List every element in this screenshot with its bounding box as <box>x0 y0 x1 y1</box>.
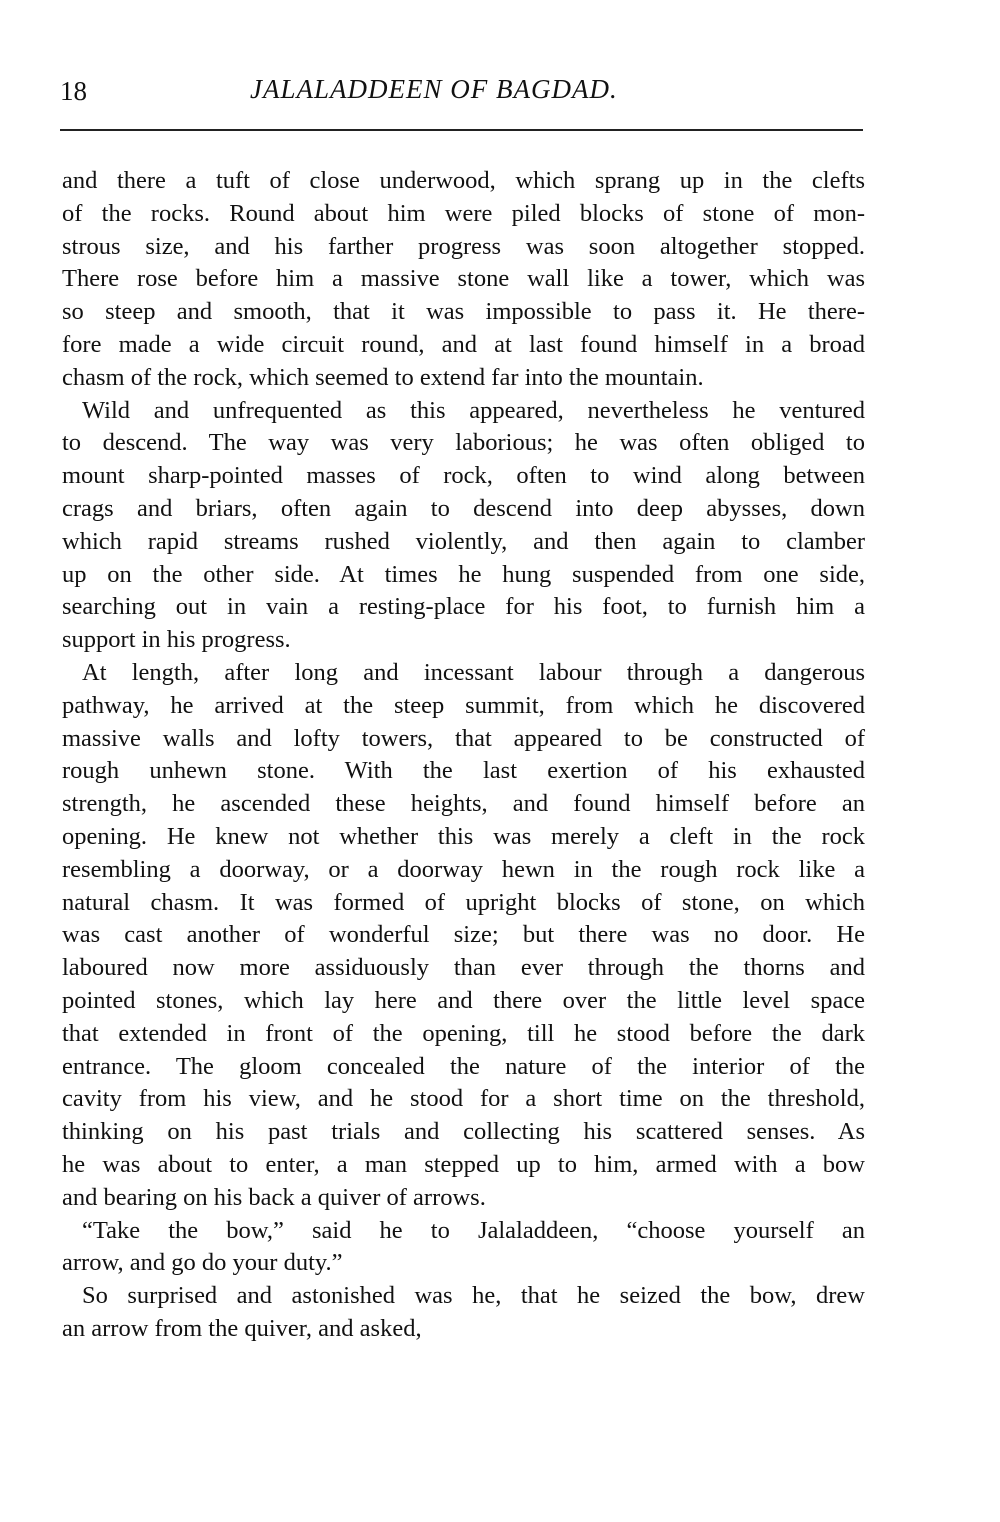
text-line: At length, after long and incessant labour through a dangerous <box>82 658 865 686</box>
text-line: pointed stones, which lay here and there over the little level space <box>62 986 865 1014</box>
text-line: and bearing on his back a quiver of arrows. <box>62 1183 486 1211</box>
text-line: was cast another of wonderful size; but there was no door. He <box>62 921 865 949</box>
text-line: resembling a doorway, or a doorway hewn in the rough rock like a <box>62 855 865 883</box>
page-number: 18 <box>60 76 87 106</box>
text-line: strous size, and his farther progress was soon altogether stopped. <box>62 232 865 260</box>
running-title: JALALADDEEN OF BAGDAD. <box>250 74 618 104</box>
text-line: entrance. The gloom concealed the nature of the interior of the <box>62 1052 865 1080</box>
text-line: Wild and unfrequented as this appeared, nevertheless he ventured <box>82 396 865 424</box>
text-line: There rose before him a massive stone wall like a tower, which was <box>62 265 865 293</box>
text-line: opening. He knew not whether this was merely a cleft in the rock <box>62 822 865 850</box>
text-line: arrow, and go do your duty.” <box>62 1249 343 1277</box>
paragraph <box>62 657 865 1215</box>
text-line: natural chasm. It was formed of upright blocks of stone, on which <box>62 888 865 916</box>
text-line: rough unhewn stone. With the last exertion of his exhausted <box>62 757 865 785</box>
text-line: So surprised and astonished was he, that he seized the bow, drew <box>82 1282 865 1310</box>
text-line: “Take the bow,” said he to Jalaladdeen, “choose yourself an <box>82 1216 865 1244</box>
text-line: massive walls and lofty towers, that appeared to be constructed of <box>62 724 865 752</box>
text-line: and there a tuft of close underwood, which sprang up in the clefts <box>62 167 865 194</box>
text-line: he was about to enter, a man stepped up to him, armed with a bow <box>62 1150 865 1178</box>
text-line: that extended in front of the opening, till he stood before the dark <box>62 1019 865 1047</box>
paragraph <box>62 395 865 657</box>
text-line: cavity from his view, and he stood for a short time on the threshold, <box>62 1085 865 1113</box>
text-line: to descend. The way was very laborious; he was often obliged to <box>62 429 865 457</box>
text-line: so steep and smooth, that it was impossible to pass it. He there- <box>62 298 865 326</box>
text-line: of the rocks. Round about him were piled blocks of stone of mon- <box>62 199 865 227</box>
header-rule <box>60 129 863 131</box>
paragraph <box>62 165 865 395</box>
body-text <box>62 165 865 1346</box>
paragraph <box>62 1280 865 1346</box>
text-line: mount sharp-pointed masses of rock, often to wind along between <box>62 462 865 490</box>
text-line: laboured now more assiduously than ever through the thorns and <box>62 954 865 982</box>
text-line: thinking on his past trials and collecting his scattered senses. As <box>62 1118 865 1146</box>
text-line: which rapid streams rushed violently, and then again to clamber <box>62 527 865 555</box>
text-line: up on the other side. At times he hung suspended from one side, <box>62 560 865 588</box>
text-line: an arrow from the quiver, and asked, <box>62 1314 422 1342</box>
text-line: crags and briars, often again to descend into deep abysses, down <box>62 494 865 522</box>
text-line: strength, he ascended these heights, and found himself before an <box>62 790 865 818</box>
paragraph <box>62 1215 865 1281</box>
text-line: pathway, he arrived at the steep summit, from which he discovered <box>62 691 865 719</box>
text-line: searching out in vain a resting-place for his foot, to furnish him a <box>62 593 865 621</box>
text-line: fore made a wide circuit round, and at last found himself in a broad <box>62 330 865 358</box>
text-line: chasm of the rock, which seemed to extend far into the mountain. <box>62 363 704 391</box>
text-line: support in his progress. <box>62 626 291 654</box>
